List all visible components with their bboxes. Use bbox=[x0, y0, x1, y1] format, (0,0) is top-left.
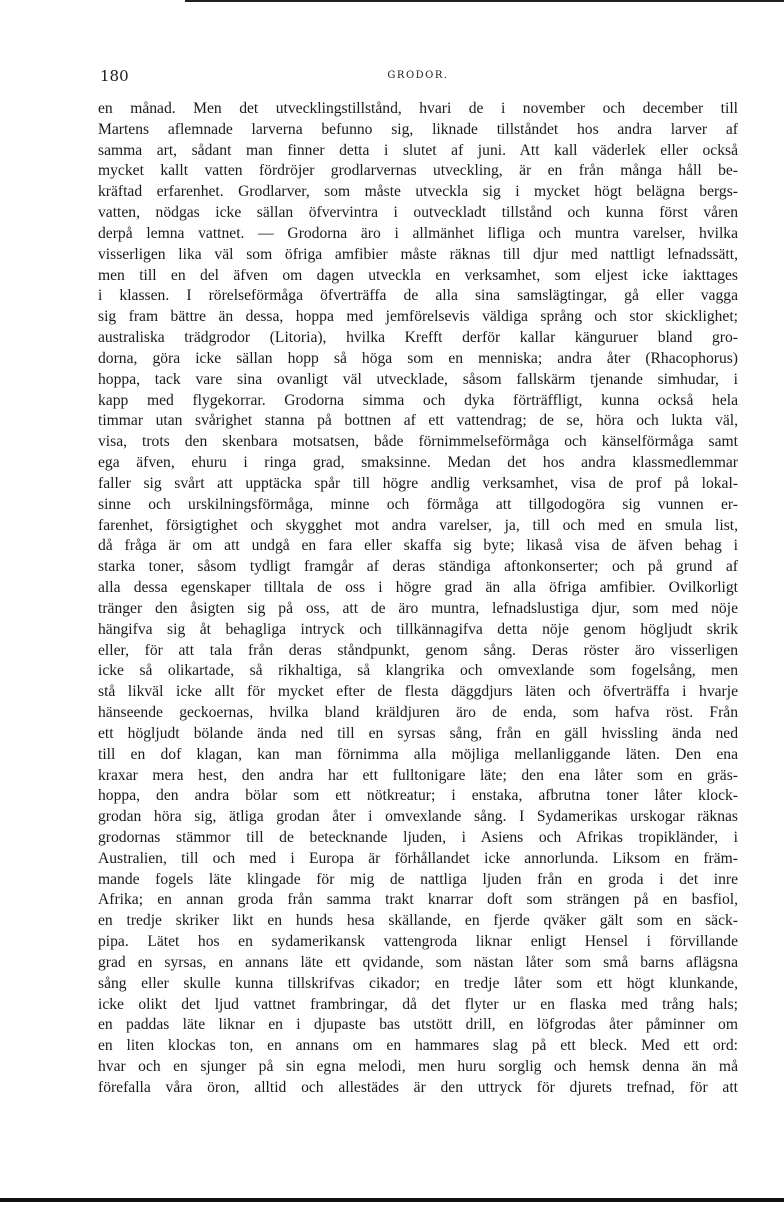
text-line: hvar och en sjunger på sin egna melodi, men huru sorglig och hemsk denna än må bbox=[98, 1058, 738, 1076]
text-line: men till en del äfven om dagen utveckla en verksamhet, som eljest icke iakttages bbox=[98, 266, 738, 284]
text-line: starka toner, såsom tydligt framgår af deras ständiga aftonkonserter; och på grund af bbox=[98, 558, 738, 576]
text-line: faller sig svårt att upptäcka spår till högre andlig verksamhet, visa de prof på lokal- bbox=[98, 474, 738, 492]
text-line: hänseende geckoernas, hvilka bland kräldjuren äro de enda, som hafva röst. Från bbox=[98, 704, 738, 722]
text-line: vatten, nödgas icke sällan öfvervintra i outveckladt tillstånd och kunna först våren bbox=[98, 204, 738, 222]
text-line: förefalla våra öron, alltid och allestädes är den uttryck för djurets trefnad, för att bbox=[98, 1078, 738, 1096]
bottom-rule bbox=[0, 1198, 784, 1202]
text-line: tränger den åsigten sig på oss, att de äro muntra, lefnadslustiga djur, som med nöje bbox=[98, 599, 738, 617]
text-line: dorna, göra icke sällan hopp så höga som en menniska; andra åter (Rhacophorus) bbox=[98, 349, 738, 367]
text-line: då fråga är om att undgå en fara eller skaffa sig byte; likaså visa de äfven behag i bbox=[98, 537, 738, 555]
text-line: mande fogels läte klingade för mig de nattliga ljuden från en groda i det inre bbox=[98, 870, 738, 888]
text-line: farenhet, försigtighet och skygghet mot andra varelser, ja, till och med en smula list, bbox=[98, 516, 738, 534]
text-line: till en dof klagan, kan man förnimma alla möjliga mellanliggande läten. Den ena bbox=[98, 745, 738, 763]
text-line: pipa. Lätet hos en sydamerikansk vattengroda liknar enligt Hensel i förvillande bbox=[98, 933, 738, 951]
text-line: samma art, sådant man finner detta i slutet af juni. Att kall väderlek eller också bbox=[98, 141, 738, 159]
text-line: mycket kallt vatten fördröjer grodlarvernas utveckling, är en från många håll be- bbox=[98, 162, 738, 180]
text-line: en liten klockas ton, en annans om en hammares slag på ett bleck. Med ett ord: bbox=[98, 1037, 738, 1055]
text-line: kapp med flygekorrar. Grodorna simma och dyka förträffligt, kunna också hela bbox=[98, 391, 738, 409]
text-line: stå likväl icke allt för mycket efter de flesta däggdjurs läten och öfverträffa i hvarje bbox=[98, 683, 738, 701]
text-line: grodan höra sig, ätliga grodan åter i omvexlande sång. I Sydamerikas urskogar räknas bbox=[98, 808, 738, 826]
page-header bbox=[100, 67, 736, 87]
text-line: Afrika; en annan groda från samma trakt knarrar doft som strängen på en basfiol, bbox=[98, 891, 738, 909]
text-line: alla dessa egenskaper tilltala de oss i högre grad än alla öfriga amfibier. Ovilkorligt bbox=[98, 579, 738, 597]
text-line: hoppa, tack vare sina ovanligt väl utvecklade, såsom fallskärm tjenande simhudar, i bbox=[98, 370, 738, 388]
text-line: hoppa, den andra bölar som ett nötkreatur; i enstaka, afbrutna toner låter klock- bbox=[98, 787, 738, 805]
page-number: 180 bbox=[100, 67, 129, 85]
text-line: kräftad erfarenhet. Grodlarver, som måste utveckla sig i mycket högt belägna bergs- bbox=[98, 183, 738, 201]
text-line: en paddas läte liknar en i djupaste bas utstött drill, en löfgrodas åter påminner om bbox=[98, 1016, 738, 1034]
text-line: visserligen lika väl som öfriga amfibier måste räknas till djur med nattligt lefnadssätt, bbox=[98, 245, 738, 263]
text-line: sång eller skulle kunna tillskrifvas cikador; en tredje låter som ett högt klunkande, bbox=[98, 974, 738, 992]
text-line: en tredje skriker likt en hunds hesa skällande, en fjerde qväker gält som en säck- bbox=[98, 912, 738, 930]
text-line: icke så olikartade, så rikhaltiga, så klangrika och omvexlande som fogelsång, men bbox=[98, 662, 738, 680]
text-line: Australien, till och med i Europa är förhållandet icke annorlunda. Liksom en främ- bbox=[98, 849, 738, 867]
text-line: timmar utan svårighet stanna på bottnen af ett vattendrag; de se, höra och lukta väl, bbox=[98, 412, 738, 430]
text-line: sinne och urskilningsförmåga, minne och förmåga att tillgodogöra sig vunnen er- bbox=[98, 495, 738, 513]
text-line: kraxar mera hest, den andra har ett fulltonigare läte; den ena låter som en gräs- bbox=[98, 766, 738, 784]
text-line: en månad. Men det utvecklingstillstånd, hvari de i november och december till bbox=[98, 100, 738, 117]
text-line: grad en syrsas, en annans läte ett qvidande, som nästan låter som små barns aflägsna bbox=[98, 953, 738, 971]
text-line: icke olikt det ljud vattnet frambringar, då det flyter ur en flaska med trång hals; bbox=[98, 995, 738, 1013]
text-line: derpå lemna vattnet. — Grodorna äro i allmänhet lifliga och muntra varelser, hvilka bbox=[98, 224, 738, 242]
text-line: ega äfven, ehuru i ringa grad, smaksinne. Medan det hos andra klassmedlemmar bbox=[98, 454, 738, 472]
text-line: australiska trädgrodor (Litoria), hvilka Krefft derför kallar känguruer bland gro- bbox=[98, 329, 738, 347]
text-line: grodornas stämmor till de betecknande ljuden, i Asiens och Afrikas tropikländer, i bbox=[98, 828, 738, 846]
text-line: hängifva sig åt behagliga intryck och tillkännagifva detta nöje genom högljudt skrik bbox=[98, 620, 738, 638]
text-line: ett högljudt bölande ända ned till en syrsas sång, från en gäll hvissling ända ned bbox=[98, 724, 738, 742]
top-rule bbox=[185, 0, 784, 2]
text-line: visa, trots den skenbara motsatsen, både förnimmelseförmåga och känselförmåga samt bbox=[98, 433, 738, 451]
text-line: Martens aflemnade larverna befunno sig, liknade tillståndet hos andra larver af bbox=[98, 120, 738, 138]
running-head: GRODOR. bbox=[387, 70, 449, 81]
text-line: i klassen. I rörelseförmåga öfverträffa de alla sina samslägtingar, gå eller vagga bbox=[98, 287, 738, 305]
text-line: eller, för att tala från deras ståndpunkt, genom sång. Deras röster äro visserligen bbox=[98, 641, 738, 659]
text-line: sig fram bättre än dessa, hoppa med jemförelsevis väldiga språng och stor skicklighet; bbox=[98, 308, 738, 326]
body-text bbox=[98, 99, 738, 1099]
